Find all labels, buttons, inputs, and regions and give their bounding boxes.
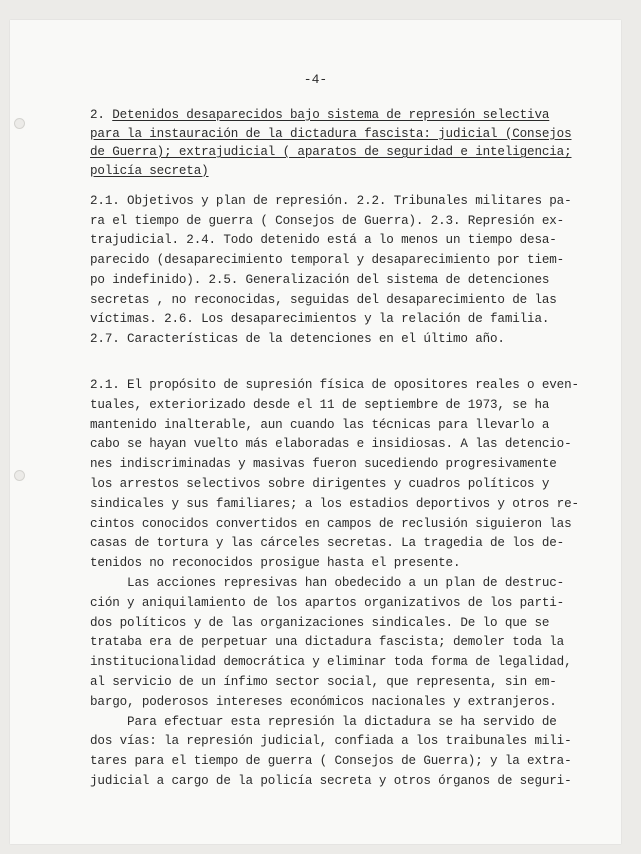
summary-line: ra el tiempo de guerra ( Consejos de Guerra). 2.3. Represión ex- — [90, 213, 565, 228]
body-line: mantenido inalterable, aun cuando las técnicas para llevarlo a — [90, 417, 550, 432]
body-text — [90, 376, 586, 792]
body-line: dos políticos y de las organizaciones sindicales. De lo que se — [90, 615, 550, 630]
body-line: sindicales y sus familiares; a los estadios deportivos y otros re- — [90, 496, 579, 511]
summary-line: 2.1. Objetivos y plan de represión. 2.2. Tribunales militares pa- — [90, 194, 572, 208]
body-line: nes indiscriminadas y masivas fueron sucediendo progresivamente — [90, 457, 557, 472]
body-line: Las acciones represivas han obedecido a un plan de destruc- — [90, 575, 565, 590]
body-line: al servicio de un ínfimo sector social, que representa, sin em- — [90, 674, 557, 689]
body-line: 2.1. El propósito de supresión física de opositores reales o even- — [90, 378, 579, 392]
summary-line: víctimas. 2.6. Los desaparecimientos y la relación de familia. — [90, 312, 550, 327]
body-line: Para efectuar esta represión la dictadura se ha servido de — [90, 714, 557, 729]
heading-line: 2. Detenidos desaparecidos bajo sistema de represión selectiva — [90, 108, 550, 122]
body-line: ción y aniquilamiento de los apartos organizativos de los parti- — [90, 595, 565, 610]
summary-line: po indefinido). 2.5. Generalización del sistema de detenciones — [90, 272, 550, 287]
body-line: trataba era de perpetuar una dictadura fascista; demoler toda la — [90, 635, 565, 650]
section-heading — [90, 106, 586, 180]
page-number: -4- — [303, 72, 328, 87]
document-page — [10, 20, 621, 844]
body-line: tuales, exteriorizado desde el 11 de septiembre de 1973, se ha — [90, 397, 550, 412]
body-line: tares para el tiempo de guerra ( Consejos de Guerra); y la extra- — [90, 754, 572, 769]
body-line: judicial a cargo de la policía secreta y otros órganos de seguri- — [90, 773, 572, 788]
body-line: dos vías: la represión judicial, confiada a los traibunales mili- — [90, 734, 572, 749]
heading-line: policía secreta) — [90, 163, 209, 178]
body-line: tenidos no reconocidos prosigue hasta el presente. — [90, 556, 461, 571]
body-line: cintos conocidos convertidos en campos de reclusión siguieron las — [90, 516, 572, 531]
punch-hole — [14, 118, 25, 129]
summary-line: secretas , no reconocidas, seguidas del desaparecimiento de las — [90, 292, 557, 307]
summary-line: parecido (desaparecimiento temporal y desaparecimiento por tiem- — [90, 253, 565, 268]
body-line: bargo, poderosos intereses económicos nacionales y extranjeros. — [90, 694, 557, 709]
heading-line: de Guerra); extrajudicial ( aparatos de seguridad e inteligencia; — [90, 145, 572, 159]
body-line: institucionalidad democrática y eliminar toda forma de legalidad, — [90, 655, 572, 670]
heading-line: para la instauración de la dictadura fascista: judicial (Consejos — [90, 126, 572, 141]
body-line: cabo se hayan vuelto más elaboradas e insidiosas. A las detencio- — [90, 437, 572, 452]
summary-line: trajudicial. 2.4. Todo detenido está a lo menos un tiempo desa- — [90, 233, 557, 248]
body-line: los arrestos selectivos sobre dirigentes y cuadros políticos y — [90, 476, 550, 491]
punch-hole — [14, 470, 25, 481]
body-line: casas de tortura y las cárceles secretas. La tragedia de los de- — [90, 536, 565, 551]
section-summary — [90, 192, 586, 350]
summary-line: 2.7. Características de la detenciones en el último año. — [90, 331, 505, 346]
